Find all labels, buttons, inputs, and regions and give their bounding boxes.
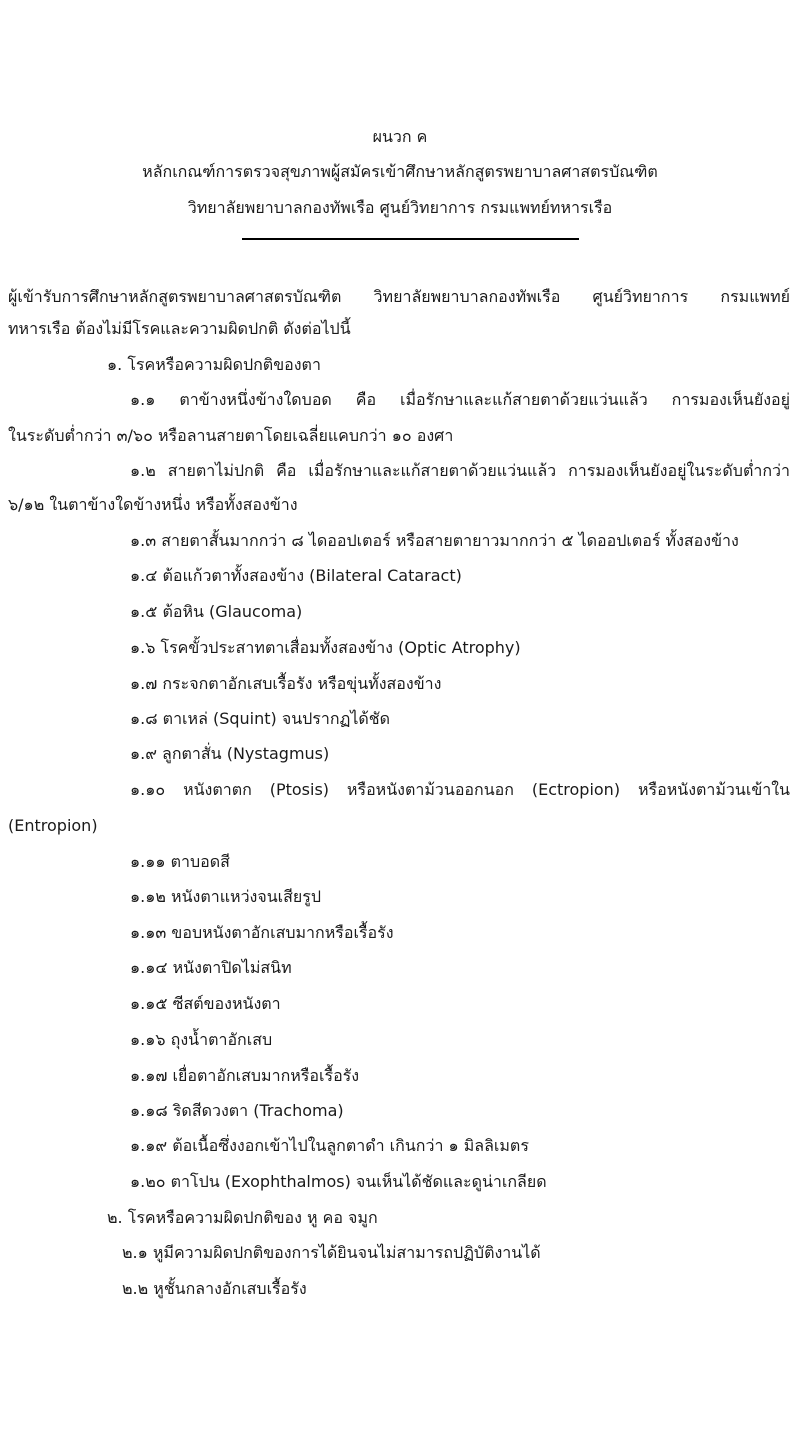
section-heading-eye: ๑. โรคหรือความผิดปกติของตา [107, 355, 321, 374]
list-item: ๑.๗ กระจกตาอักเสบเรื้อรัง หรือขุ่นทั้งสองข้าง [130, 674, 442, 693]
list-item: ๑.๒ สายตาไม่ปกติ คือ เมื่อรักษาและแก้สายตาด้วยแว่นแล้ว การมองเห็นยังอยู่ในระดับต่ำกว่า [130, 461, 790, 480]
list-item: ๑.๒๐ ตาโปน (Exophthalmos) จนเห็นได้ชัดและดูน่าเกลียด [130, 1172, 547, 1191]
list-item: ๑.๑๐ หนังตาตก (Ptosis) หรือหนังตาม้วนออกนอก (Ectropion) หรือหนังตาม้วนเข้าใน [130, 780, 790, 799]
list-item: ๑.๑ ตาข้างหนึ่งข้างใดบอด คือ เมื่อรักษาและแก้สายตาด้วยแว่นแล้ว การมองเห็นยังอยู่ [130, 390, 790, 409]
intro-line-1: ผู้เข้ารับการศึกษาหลักสูตรพยาบาลศาสตรบัณฑิต วิทยาลัยพยาบาลกองทัพเรือ ศูนย์วิทยาการ กรมแพทย์ [8, 287, 790, 306]
document-title: หลักเกณฑ์การตรวจสุขภาพผู้สมัครเข้าศึกษาหลักสูตรพยาบาลศาสตรบัณฑิต [142, 162, 658, 181]
list-item: ๑.๑๕ ซีสต์ของหนังตา [130, 994, 281, 1013]
list-item-continuation: ๖/๑๒ ในตาข้างใดข้างหนึ่ง หรือทั้งสองข้าง [8, 495, 298, 514]
intro-line-2: ทหารเรือ ต้องไม่มีโรคและความผิดปกติ ดังต่อไปนี้ [8, 319, 351, 338]
document-subtitle: วิทยาลัยพยาบาลกองทัพเรือ ศูนย์วิทยาการ กรมแพทย์ทหารเรือ [187, 198, 613, 217]
list-item: ๑.๑๓ ขอบหนังตาอักเสบมากหรือเรื้อรัง [130, 923, 394, 942]
section-heading-ent: ๒. โรคหรือความผิดปกติของ หู คอ จมูก [107, 1208, 378, 1227]
list-item: ๑.๖ โรคขั้วประสาทตาเสื่อมทั้งสองข้าง (Optic Atrophy) [130, 638, 521, 657]
list-item: ๑.๑๙ ต้อเนื้อซึ่งงอกเข้าไปในลูกตาดำ เกินกว่า ๑ มิลลิเมตร [130, 1136, 529, 1155]
list-item: ๑.๓ สายตาสั้นมากกว่า ๘ ไดออปเตอร์ หรือสายตายาวมากกว่า ๕ ไดออปเตอร์ ทั้งสองข้าง [130, 531, 739, 550]
list-item-continuation: (Entropion) [8, 816, 98, 835]
list-item: ๑.๑๖ ถุงน้ำตาอักเสบ [130, 1030, 273, 1049]
list-item: ๑.๑๘ ริดสีดวงตา (Trachoma) [130, 1101, 344, 1120]
list-item: ๑.๘ ตาเหล่ (Squint) จนปรากฏได้ชัด [130, 709, 390, 728]
list-item: ๑.๕ ต้อหิน (Glaucoma) [130, 602, 303, 621]
list-item: ๑.๑๑ ตาบอดสี [130, 852, 230, 871]
list-item: ๒.๒ หูชั้นกลางอักเสบเรื้อรัง [122, 1279, 307, 1298]
annex-label: ผนวก ค [372, 127, 428, 146]
list-item: ๑.๑๗ เยื่อตาอักเสบมากหรือเรื้อรัง [130, 1066, 360, 1085]
list-item: ๑.๑๒ หนังตาแหว่งจนเสียรูป [130, 887, 322, 906]
list-item: ๑.๑๔ หนังตาปิดไม่สนิท [130, 958, 292, 977]
title-divider [242, 238, 579, 240]
list-item: ๑.๙ ลูกตาสั่น (Nystagmus) [130, 744, 330, 763]
list-item: ๒.๑ หูมีความผิดปกติของการได้ยินจนไม่สามารถปฏิบัติงานได้ [122, 1243, 541, 1262]
list-item: ๑.๔ ต้อแก้วตาทั้งสองข้าง (Bilateral Cataract) [130, 566, 462, 585]
list-item-continuation: ในระดับต่ำกว่า ๓/๖๐ หรือลานสายตาโดยเฉลี่ยแคบกว่า ๑๐ องศา [8, 426, 454, 445]
